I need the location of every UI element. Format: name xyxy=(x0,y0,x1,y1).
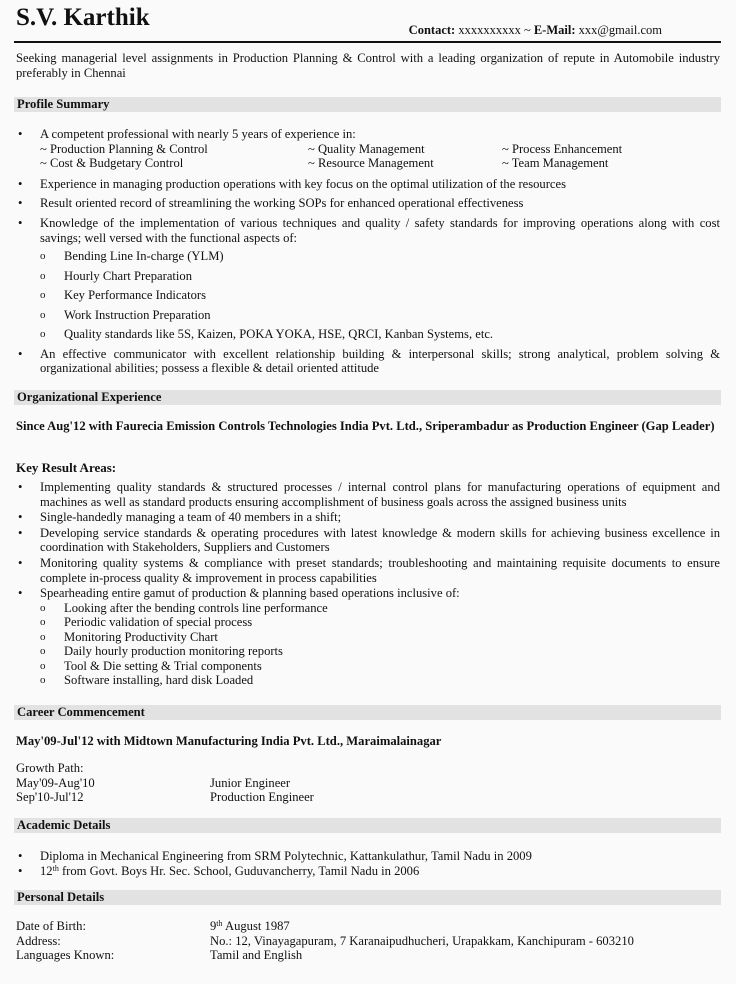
growth-period: May'09-Aug'10 xyxy=(16,775,95,790)
academic-text: from Govt. Boys Hr. Sec. School, Guduvancherry, Tamil Nadu in 2006 xyxy=(58,863,420,878)
dob-rest: August 1987 xyxy=(222,919,290,933)
kra-title: Key Result Areas: xyxy=(16,460,117,475)
section-academic-details: Academic Details xyxy=(14,818,721,833)
dob-suffix: th xyxy=(216,919,223,928)
kra-item: • Developing service standards & operating procedures with latest knowledge & modern skills for achieving business excellence in coordination with Stakeholders, Suppliers and Customers xyxy=(16,526,720,555)
academic-content xyxy=(16,849,720,878)
kra-list xyxy=(16,480,720,601)
kra-content xyxy=(16,480,720,688)
email-label: E-Mail: xyxy=(533,23,576,37)
dob-value xyxy=(210,919,720,934)
candidate-name: S.V. Karthik xyxy=(16,4,150,31)
growth-row xyxy=(16,776,720,791)
skills-grid xyxy=(40,142,720,171)
aspects-list xyxy=(16,249,720,342)
aspect-item: o Work Instruction Preparation xyxy=(16,308,720,323)
kra-sub-item: o Daily hourly production monitoring reports xyxy=(16,644,720,659)
skill-item: ~ Team Management xyxy=(502,156,609,171)
languages-row xyxy=(16,948,720,963)
dob-row xyxy=(16,919,720,934)
kra-sub-item: o Looking after the bending controls line performance xyxy=(16,601,720,616)
list-item: • Result oriented record of streamlining the working SOPs for enhanced operational effectiveness xyxy=(16,196,720,211)
kra-sub-item: o Tool & Die setting & Trial components xyxy=(16,659,720,674)
skill-item: ~ Production Planning & Control xyxy=(40,141,208,156)
contact-value: xxxxxxxxxx xyxy=(458,23,521,37)
skill-item: ~ Resource Management xyxy=(308,156,434,171)
career-role: May'09-Jul'12 with Midtown Manufacturing India Pvt. Ltd., Maraimalainagar xyxy=(16,734,442,748)
contact-line xyxy=(409,23,662,38)
header-rule xyxy=(14,41,721,43)
profile-intro: • A competent professional with nearly 5 years of experience in: xyxy=(40,127,356,141)
section-profile-summary: Profile Summary xyxy=(14,97,721,112)
profile-intro-item xyxy=(16,127,720,171)
aspect-item: o Quality standards like 5S, Kaizen, POKA YOKA, HSE, QRCI, Kanban Systems, etc. xyxy=(16,327,720,342)
list-item: • Knowledge of the implementation of various techniques and quality / safety standards for improving operations along with cost savings; well versed with the functional aspects of: xyxy=(16,216,720,245)
kra-item: • Monitoring quality systems & compliance with preset standards; troubleshooting and maintaining requisite documents to ensure complete in-process quality & improvement in process capabilities xyxy=(16,556,720,585)
growth-row xyxy=(16,790,720,805)
grade-suffix: th xyxy=(52,863,59,873)
dob-label: Date of Birth: xyxy=(16,919,86,933)
kra-sub-item: o Periodic validation of special process xyxy=(16,615,720,630)
skill-item: ~ Process Enhancement xyxy=(502,141,623,156)
dob-day: 9 xyxy=(210,919,217,933)
growth-path xyxy=(16,761,720,805)
section-career-commencement: Career Commencement xyxy=(14,705,721,720)
experience-role: Since Aug'12 with Faurecia Emission Controls Technologies India Pvt. Ltd., Sriperambadur as Production Engineer (Gap Leader) xyxy=(16,419,715,433)
growth-position: Production Engineer xyxy=(210,790,314,805)
address-row xyxy=(16,934,720,949)
section-personal-details: Personal Details xyxy=(14,890,721,905)
personal-content xyxy=(16,919,720,963)
academic-item: • Diploma in Mechanical Engineering from SRM Polytechnic, Kattankulathur, Tamil Nadu in 2009 xyxy=(16,849,720,864)
growth-label: Growth Path: xyxy=(16,761,84,775)
address-label: Address: xyxy=(16,933,61,948)
skill-item: ~ Cost & Budgetary Control xyxy=(40,156,184,171)
aspect-item: o Key Performance Indicators xyxy=(16,288,720,303)
list-item: • Experience in managing production operations with key focus on the optimal utilization of the resources xyxy=(16,177,720,192)
separator: ~ xyxy=(523,23,531,37)
academic-item xyxy=(16,864,720,879)
objective: Seeking managerial level assignments in Production Planning & Control with a leading organization of repute in Automobile industry preferably in Chennai xyxy=(16,51,720,80)
kra-item: • Spearheading entire gamut of production & planning based operations inclusive of: xyxy=(16,586,720,601)
kra-sub-list xyxy=(16,601,720,688)
growth-position: Junior Engineer xyxy=(210,775,291,790)
grade: 12 xyxy=(40,863,53,878)
aspect-item: o Hourly Chart Preparation xyxy=(16,269,720,284)
address-value: No.: 12, Vinayagapuram, 7 Karanaipudhucheri, Urapakkam, Kanchipuram - 603210 xyxy=(210,933,634,948)
growth-period: Sep'10-Jul'12 xyxy=(16,790,84,805)
profile-content xyxy=(16,127,720,376)
kra-item: • Implementing quality standards & structured processes / internal control plans for manufacturing operations of equipment and machines as well as standard products ensuring accomplishment of business goals across the assigned business units xyxy=(16,480,720,509)
skill-item: ~ Quality Management xyxy=(308,141,425,156)
contact-label: Contact: xyxy=(408,23,456,37)
section-organizational-experience: Organizational Experience xyxy=(14,390,721,405)
aspect-item: o Bending Line In-charge (YLM) xyxy=(16,249,720,264)
languages-label: Languages Known: xyxy=(16,948,115,962)
kra-sub-item: o Software installing, hard disk Loaded xyxy=(16,673,720,688)
kra-sub-item: o Monitoring Productivity Chart xyxy=(16,630,720,645)
kra-item: • Single-handedly managing a team of 40 members in a shift; xyxy=(16,510,720,525)
languages-value: Tamil and English xyxy=(210,948,303,962)
list-item: • An effective communicator with excellent relationship building & interpersonal skills; strong analytical, problem solving & organizational abilities; possess a flexible & detail oriented attitude xyxy=(16,347,720,376)
email-value: xxx@gmail.com xyxy=(578,23,662,37)
